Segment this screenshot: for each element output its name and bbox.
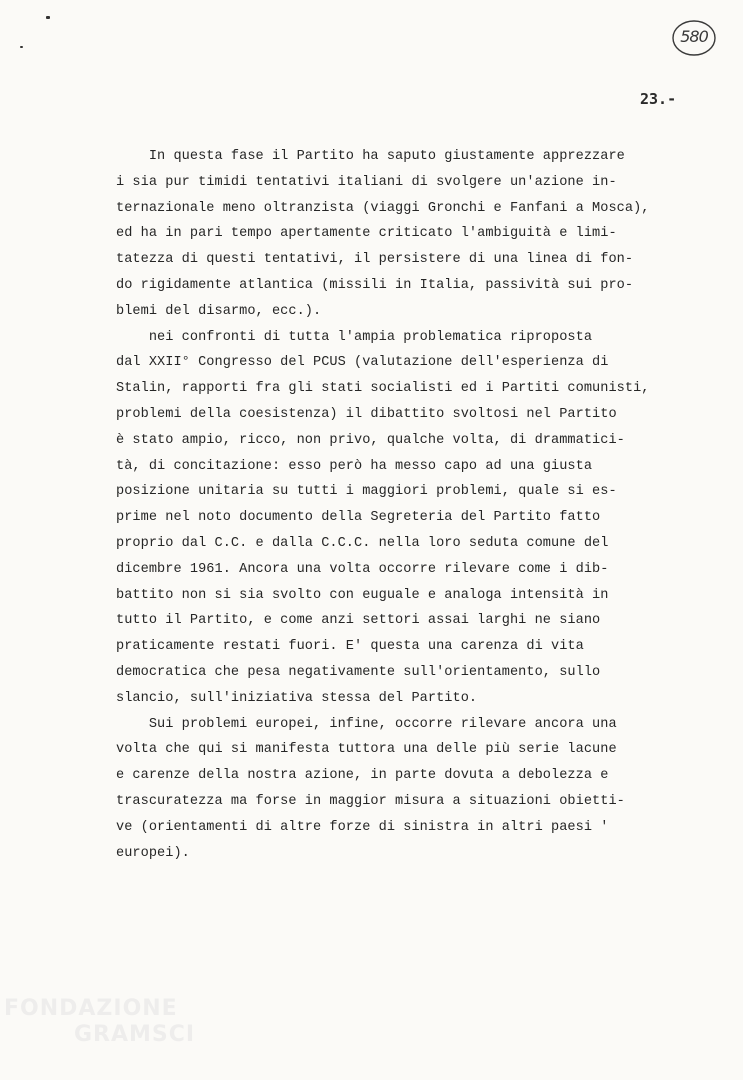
watermark-logo: [4, 996, 264, 1076]
text-line: democratica che pesa negativamente sull'orientamento, sullo: [116, 664, 601, 680]
text-line: e carenze della nostra azione, in parte dovuta a debolezza e: [116, 768, 609, 784]
text-line: In questa fase il Partito ha saputo giustamente apprezzare: [116, 149, 625, 164]
typewritten-body: [116, 144, 701, 866]
text-line: battito non si sia svolto con euguale e analoga intensità in: [116, 587, 609, 603]
text-line: dal XXII° Congresso del PCUS (valutazione dell'esperienza di: [116, 355, 609, 371]
archive-page-stamp: [671, 18, 717, 58]
stamp-number: 580: [680, 27, 708, 46]
text-line: do rigidamente atlantica (missili in Italia, passività sui pro-: [116, 277, 634, 293]
text-line: Sui problemi europei, infine, occorre rilevare ancora una: [116, 716, 617, 732]
text-line: trascuratezza ma forse in maggior misura a situazioni obietti-: [116, 793, 625, 809]
text-line: proprio dal C.C. e dalla C.C.C. nella loro seduta comune del: [116, 535, 609, 551]
text-line: ed ha in pari tempo apertamente criticato l'ambiguità e limi-: [116, 226, 617, 242]
watermark-line2: GRAMSCI: [74, 1022, 196, 1047]
text-line: blemi del disarmo, ecc.).: [116, 303, 322, 319]
text-line: è stato ampio, ricco, non privo, qualche volta, di drammatici-: [116, 432, 625, 448]
text-line: volta che qui si manifesta tuttora una delle più serie lacune: [116, 742, 617, 758]
text-line: i sia pur timidi tentativi italiani di svolgere un'azione in-: [116, 174, 617, 190]
text-line: ve (orientamenti di altre forze di sinistra in altri paesi ': [116, 819, 609, 835]
watermark-line1: FONDAZIONE: [4, 996, 178, 1021]
text-line: praticamente restati fuori. E' questa una carenza di vita: [116, 639, 584, 655]
ink-speck: [46, 16, 50, 19]
text-line: tatezza di questi tentativi, il persistere di una linea di fon-: [116, 252, 634, 268]
text-line: Stalin, rapporti fra gli stati socialisti ed i Partiti comunisti,: [116, 381, 650, 397]
text-line: dicembre 1961. Ancora una volta occorre rilevare come i dib-: [116, 561, 609, 577]
text-line: nei confronti di tutta l'ampia problematica riproposta: [116, 329, 593, 345]
text-line: slancio, sull'iniziativa stessa del Partito.: [116, 690, 478, 706]
ink-speck: [20, 46, 23, 48]
text-line: posizione unitaria su tutti i maggiori problemi, quale si es-: [116, 484, 617, 500]
text-line: ternazionale meno oltranzista (viaggi Gronchi e Fanfani a Mosca),: [116, 200, 650, 216]
text-line: europei).: [116, 845, 190, 861]
text-line: tutto il Partito, e come anzi settori assai larghi ne siano: [116, 613, 601, 629]
page-number: 23.-: [640, 90, 677, 108]
text-line: prime nel noto documento della Segreteria del Partito fatto: [116, 510, 601, 526]
text-line: problemi della coesistenza) il dibattito svoltosi nel Partito: [116, 406, 617, 422]
text-line: tà, di concitazione: esso però ha messo capo ad una giusta: [116, 458, 593, 474]
